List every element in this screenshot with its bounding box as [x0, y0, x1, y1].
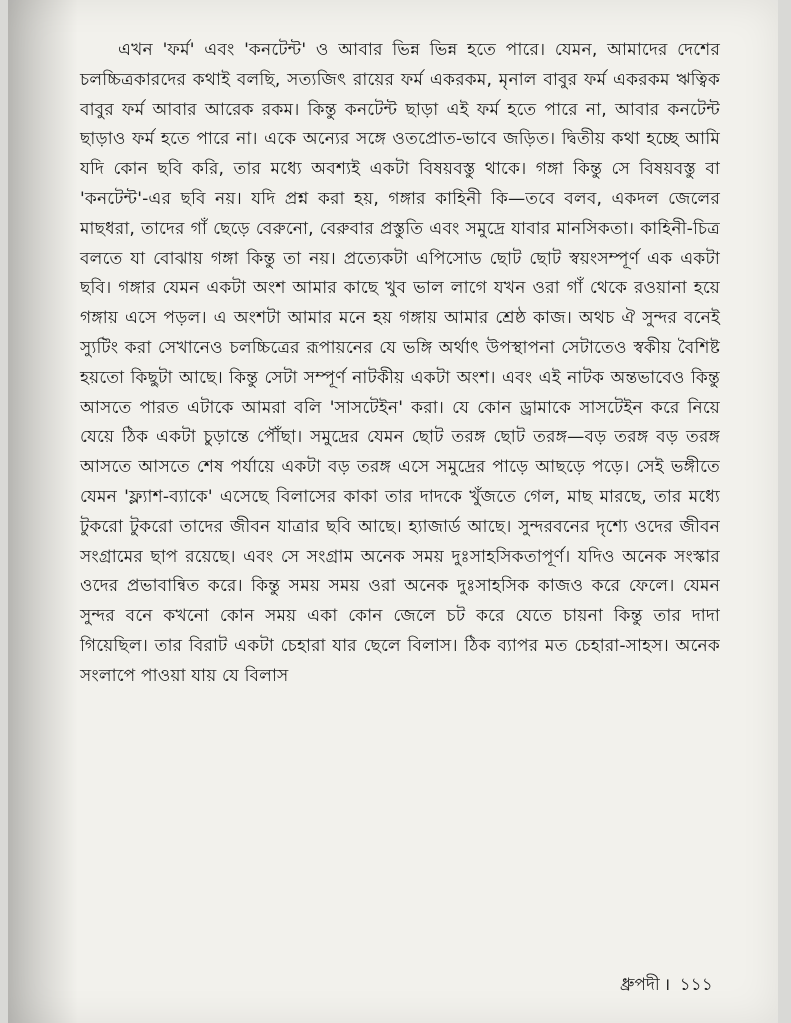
page-number: ১১১	[679, 975, 713, 995]
page-footer	[618, 972, 715, 1000]
binding-shadow	[8, 0, 78, 1023]
body-paragraph: এখন 'ফর্ম' এবং 'কনটেন্ট' ও আবার ভিন্ন ভিন্ন হতে পারে। যেমন, আমাদের দেশের চলচ্চিত্রকারদের কথাই বলছি, সত্যজিৎ রায়ের ফর্ম একরকম, মৃনাল বাবুর ফর্ম একরকম ঋত্বিক বাবুর ফর্ম আবার আরেক রকম। কিন্তু কনটেন্ট ছাড়া এই ফর্ম হতে পারে না, আবার কনটেন্ট ছাড়াও ফর্ম হতে পারে না। একে অন্যের সঙ্গে ওতপ্রোত-ভাবে জড়িত। দ্বিতীয় কথা হচ্ছে আমি যদি কোন ছবি করি, তার মধ্যে অবশ্যই একটা বিষয়বস্তু থাকে। গঙ্গা কিন্তু সে বিষয়বস্তু বা 'কনটেন্ট'-এর ছবি নয়। যদি প্রশ্ন করা হয়, গঙ্গার কাহিনী কি—তবে বলব, একদল জেলের মাছধরা, তাদের গাঁ ছেড়ে বেরুনো, বেরুবার প্রস্তুতি এবং সমুদ্রে যাবার মানসিকতা। কাহিনী-চিত্র বলতে যা বোঝায় গঙ্গা কিন্তু তা নয়। প্রত্যেকটা এপিসোড ছোট ছোট স্বয়ংসম্পূর্ণ এক একটা ছবি। গঙ্গার যেমন একটা অংশ আমার কাছে খুব ভাল লাগে যখন ওরা গাঁ থেকে রওয়ানা হয়ে গঙ্গায় এসে পড়ল। এ অংশটা আমার মনে হয় গঙ্গায় আমার শ্রেষ্ঠ কাজ। অথচ ঐ সুন্দর বনেই স্যুটিং করা সেখানেও চলচ্চিত্রের রূপায়নের যে ভঙ্গি অর্থাৎ উপস্থাপনা সেটাতেও স্বকীয় বৈশিষ্ট হয়তো কিছুটা আছে। কিন্তু সেটা সম্পূর্ণ নাটকীয় একটা অংশ। এবং এই নাটক অন্তভাবেও কিন্তু আসতে পারত এটাকে আমরা বলি 'সাসটেইন' করা। যে কোন ড্রামাকে সাসটেইন করে নিয়ে যেয়ে ঠিক একটা চুড়ান্তে পৌঁছা। সমুদ্রের যেমন ছোট তরঙ্গ ছোট তরঙ্গ—বড় তরঙ্গ বড় তরঙ্গ আসতে আসতে শেষ পর্যায়ে একটা বড় তরঙ্গ এসে সমুদ্রের পাড়ে আছড়ে পড়ে। সেই ভঙ্গীতে যেমন 'ফ্ল্যাশ-ব্যাকে' এসেছে বিলাসের কাকা তার দাদকে খুঁজতে গেল, মাছ মারছে, তার মধ্যে টুকরো টুকরো তাদের জীবন যাত্রার ছবি আছে। হ্যাজার্ড আছে। সুন্দরবনের দৃশ্যে ওদের জীবন সংগ্রামের ছাপ রয়েছে। এবং সে সংগ্রাম অনেক সময় দুঃসাহসিকতাপূর্ণ। যদিও অনেক সংস্কার ওদের প্রভাবান্বিত করে। কিন্তু সময় সময় ওরা অনেক দুঃসাহসিক কাজও করে ফেলে। যেমন সুন্দর বনে কখনো কোন সময় একা কোন জেলে চট করে যেতে চায়না কিন্তু তার দাদা গিয়েছিল। তার বিরাট একটা চেহারা যার ছেলে বিলাস। ঠিক ব্যাপর মত চেহারা-সাহস। অনেক সংলাপে পাওয়া যায় যে বিলাস	[80, 40, 720, 686]
book-page	[8, 0, 778, 1023]
footer-separator: ।	[663, 975, 671, 995]
journal-name: ধ্রুপদী	[620, 975, 660, 995]
